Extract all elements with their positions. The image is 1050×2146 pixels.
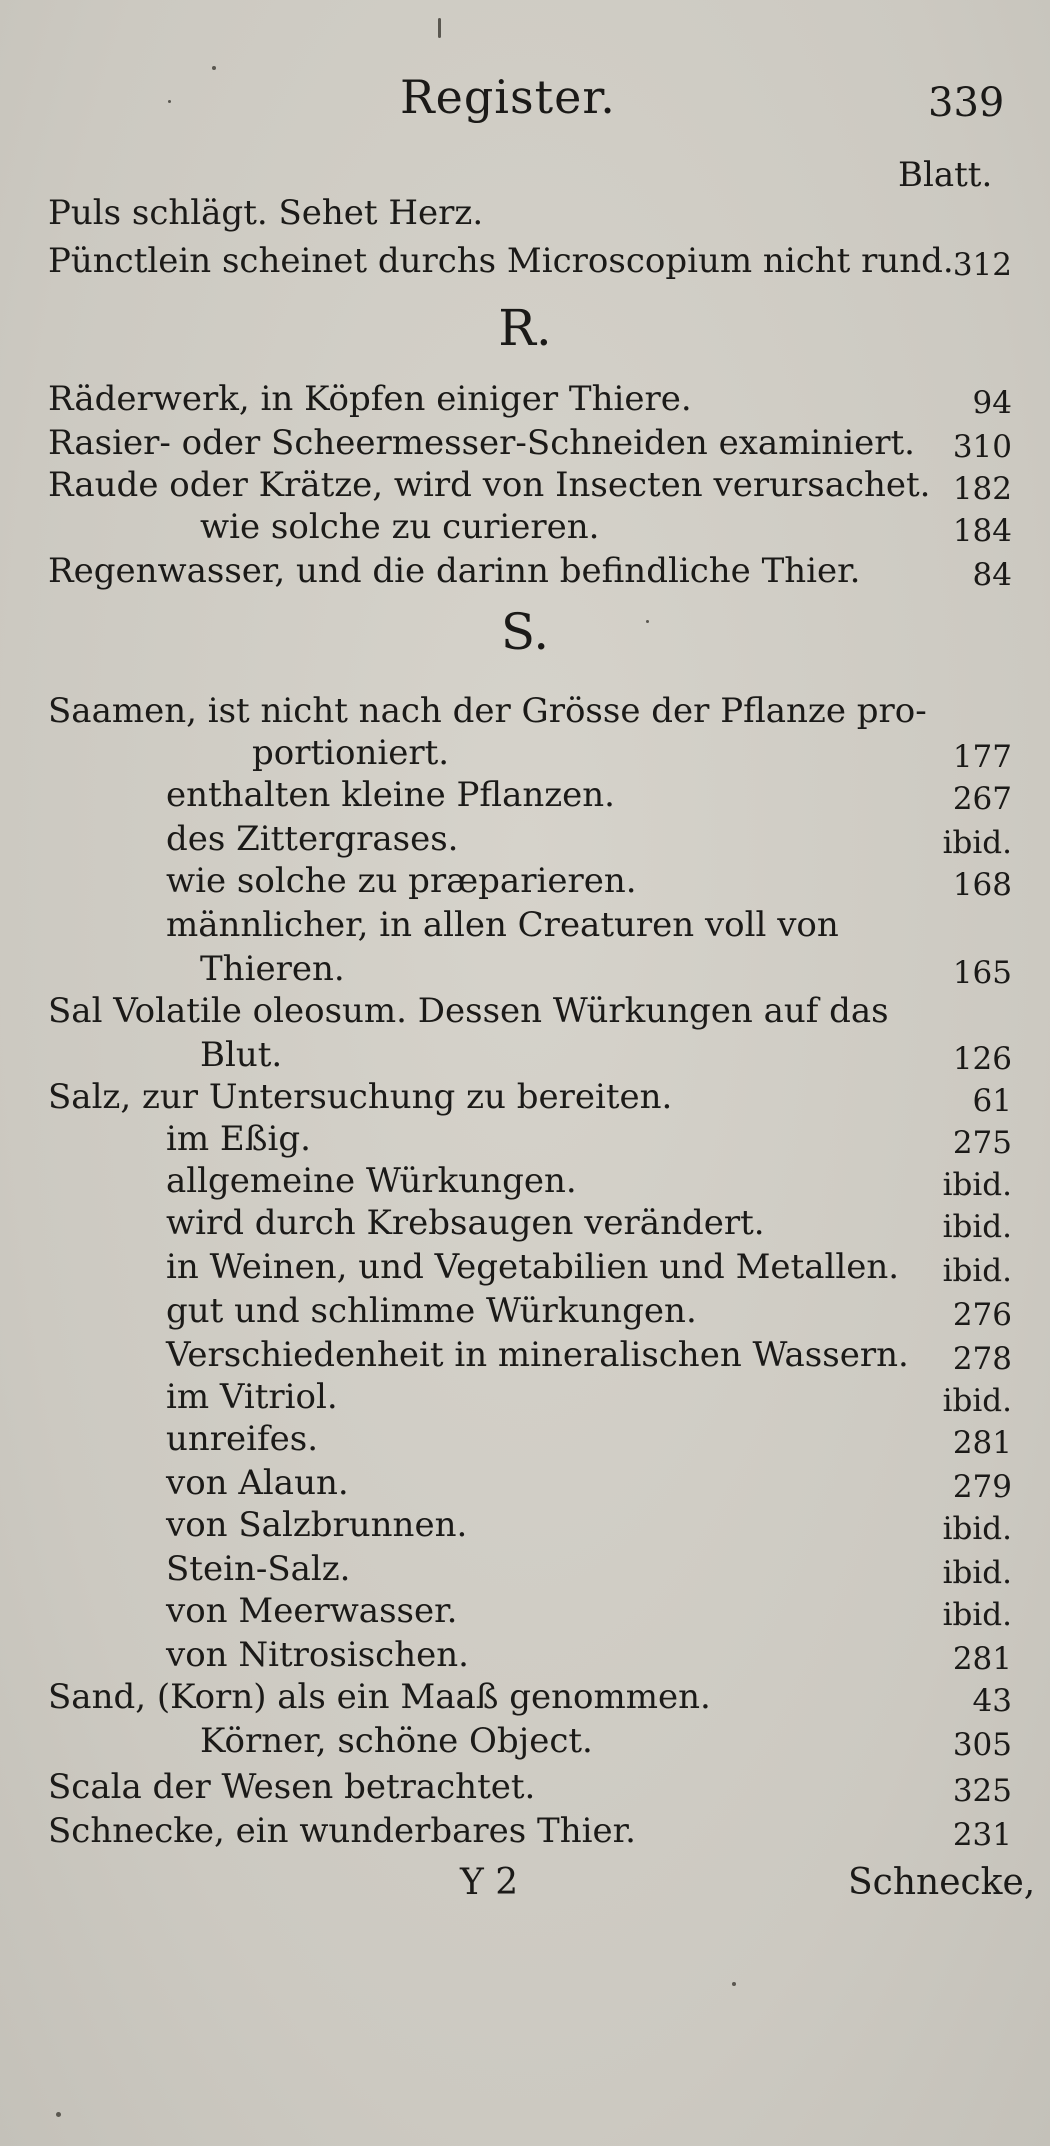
entry-page-ref: 275 xyxy=(952,1125,1012,1161)
page-title: Register. xyxy=(400,70,616,124)
register-entry xyxy=(0,1590,1050,1632)
entry-page-ref: ibid. xyxy=(942,1597,1012,1633)
register-entry xyxy=(0,1246,1050,1288)
running-head xyxy=(0,62,1050,132)
register-entry xyxy=(0,774,1050,816)
entry-page-ref: 267 xyxy=(952,781,1012,817)
entry-text: Schnecke, ein wunderbares Thier. xyxy=(48,1811,636,1851)
entry-page-ref: ibid. xyxy=(942,825,1012,861)
register-entry xyxy=(0,378,1050,420)
paper-speck xyxy=(438,18,441,38)
register-entry xyxy=(0,904,1050,946)
register-entry xyxy=(0,464,1050,506)
paper-speck xyxy=(212,66,216,70)
paper-speck xyxy=(168,100,171,103)
entry-page-ref: 126 xyxy=(952,1041,1012,1077)
entry-page-ref: 168 xyxy=(952,867,1012,903)
register-entry xyxy=(0,1418,1050,1460)
entry-text: Verschiedenheit in mineralischen Wassern. xyxy=(166,1335,909,1375)
entry-text: in Weinen, und Vegetabilien und Metallen. xyxy=(166,1247,900,1287)
entry-page-ref: 177 xyxy=(952,739,1012,775)
entry-page-ref: ibid. xyxy=(942,1383,1012,1419)
register-entry xyxy=(0,860,1050,902)
entry-text: wird durch Krebsaugen verändert. xyxy=(166,1203,765,1243)
register-entry xyxy=(0,1076,1050,1118)
register-entry xyxy=(0,550,1050,592)
entry-page-ref: 84 xyxy=(972,557,1012,593)
entry-text: Stein-Salz. xyxy=(166,1549,351,1589)
register-entry xyxy=(0,1676,1050,1718)
entry-text: Salz, zur Untersuchung zu bereiten. xyxy=(48,1077,673,1117)
register-entry xyxy=(0,1034,1050,1076)
section-letter: S. xyxy=(500,603,550,661)
entry-text: portioniert. xyxy=(252,733,450,773)
section-letter: R. xyxy=(498,299,552,357)
entry-text: von Alaun. xyxy=(166,1463,349,1503)
entry-text: enthalten kleine Pflanzen. xyxy=(166,775,615,815)
entry-page-ref: ibid. xyxy=(942,1209,1012,1245)
entry-text: allgemeine Würkungen. xyxy=(166,1161,577,1201)
entry-page-ref: ibid. xyxy=(942,1555,1012,1591)
paper-speck xyxy=(646,620,649,623)
entry-text: des Zittergrases. xyxy=(166,819,459,859)
register-entry xyxy=(0,1548,1050,1590)
register-entry xyxy=(0,818,1050,860)
entry-text: Körner, schöne Object. xyxy=(200,1721,593,1761)
register-entry xyxy=(0,506,1050,548)
register-entry xyxy=(0,948,1050,990)
entry-page-ref: 184 xyxy=(952,513,1012,549)
register-entry xyxy=(0,1504,1050,1546)
register-entry xyxy=(0,1334,1050,1376)
catchword: Schnecke, xyxy=(848,1862,1036,1903)
entry-page-ref: ibid. xyxy=(942,1253,1012,1289)
entry-text: unreifes. xyxy=(166,1419,319,1459)
entry-text: männlicher, in allen Creaturen voll von xyxy=(166,905,839,945)
entry-text: von Nitrosischen. xyxy=(166,1635,469,1675)
page-footer xyxy=(0,1862,1050,1912)
register-entry xyxy=(0,192,1050,234)
entry-text: wie solche zu præparieren. xyxy=(166,861,637,901)
register-entry xyxy=(0,1810,1050,1852)
entry-page-ref: 312 xyxy=(952,247,1012,283)
entry-text: im Vitriol. xyxy=(166,1377,338,1417)
register-entry xyxy=(0,240,1050,282)
entry-text: Scala der Wesen betrachtet. xyxy=(48,1767,536,1807)
register-entry xyxy=(0,990,1050,1032)
entry-page-ref: ibid. xyxy=(942,1511,1012,1547)
register-entry xyxy=(0,732,1050,774)
entry-text: Saamen, ist nicht nach der Grösse der Pflanze pro- xyxy=(48,691,927,731)
entry-page-ref: 310 xyxy=(952,429,1012,465)
entry-text: von Meerwasser. xyxy=(166,1591,458,1631)
paper-speck xyxy=(732,1982,736,1986)
entry-text: Sand, (Korn) als ein Maaß genommen. xyxy=(48,1677,711,1717)
register-entry xyxy=(0,1634,1050,1676)
entry-page-ref: 182 xyxy=(952,471,1012,507)
entry-text: Puls schlägt. Sehet Herz. xyxy=(48,193,484,233)
entry-text: gut und schlimme Würkungen. xyxy=(166,1291,697,1331)
register-entry xyxy=(0,1290,1050,1332)
register-entry xyxy=(0,1766,1050,1808)
entry-page-ref: 325 xyxy=(952,1773,1012,1809)
column-label: Blatt. xyxy=(898,155,993,195)
entry-text: Rasier- oder Scheermesser-Schneiden examiniert. xyxy=(48,423,915,463)
entry-text: wie solche zu curieren. xyxy=(200,507,600,547)
entry-text: Sal Volatile oleosum. Dessen Würkungen auf das xyxy=(48,991,889,1031)
entry-page-ref: 305 xyxy=(952,1727,1012,1763)
entry-page-ref: 279 xyxy=(952,1469,1012,1505)
entry-page-ref: 94 xyxy=(972,385,1012,421)
register-entry xyxy=(0,1462,1050,1504)
entry-text: Regenwasser, und die darinn befindliche Thier. xyxy=(48,551,861,591)
register-entry xyxy=(0,1118,1050,1160)
entry-text: Thieren. xyxy=(200,949,345,989)
entry-page-ref: ibid. xyxy=(942,1167,1012,1203)
page-number: 339 xyxy=(928,80,1005,126)
entry-page-ref: 276 xyxy=(952,1297,1012,1333)
entry-text: Blut. xyxy=(200,1035,283,1075)
entry-text: im Eßig. xyxy=(166,1119,311,1159)
register-entry xyxy=(0,1376,1050,1418)
entry-page-ref: 278 xyxy=(952,1341,1012,1377)
entry-page-ref: 43 xyxy=(972,1683,1012,1719)
entry-page-ref: 281 xyxy=(952,1641,1012,1677)
register-entry xyxy=(0,1202,1050,1244)
register-entry xyxy=(0,1160,1050,1202)
entry-page-ref: 165 xyxy=(952,955,1012,991)
paper-speck xyxy=(56,2112,61,2117)
entry-text: Pünctlein scheinet durchs Microscopium nicht rund. xyxy=(48,241,954,281)
register-entry xyxy=(0,422,1050,464)
register-entry xyxy=(0,690,1050,732)
entry-text: Raude oder Krätze, wird von Insecten verursachet. xyxy=(48,465,931,505)
entry-text: von Salzbrunnen. xyxy=(166,1505,468,1545)
entry-page-ref: 231 xyxy=(952,1817,1012,1853)
entry-page-ref: 61 xyxy=(972,1083,1012,1119)
register-entry xyxy=(0,1720,1050,1762)
entry-page-ref: 281 xyxy=(952,1425,1012,1461)
entry-text: Räderwerk, in Köpfen einiger Thiere. xyxy=(48,379,692,419)
signature-mark: Y 2 xyxy=(460,1862,519,1903)
